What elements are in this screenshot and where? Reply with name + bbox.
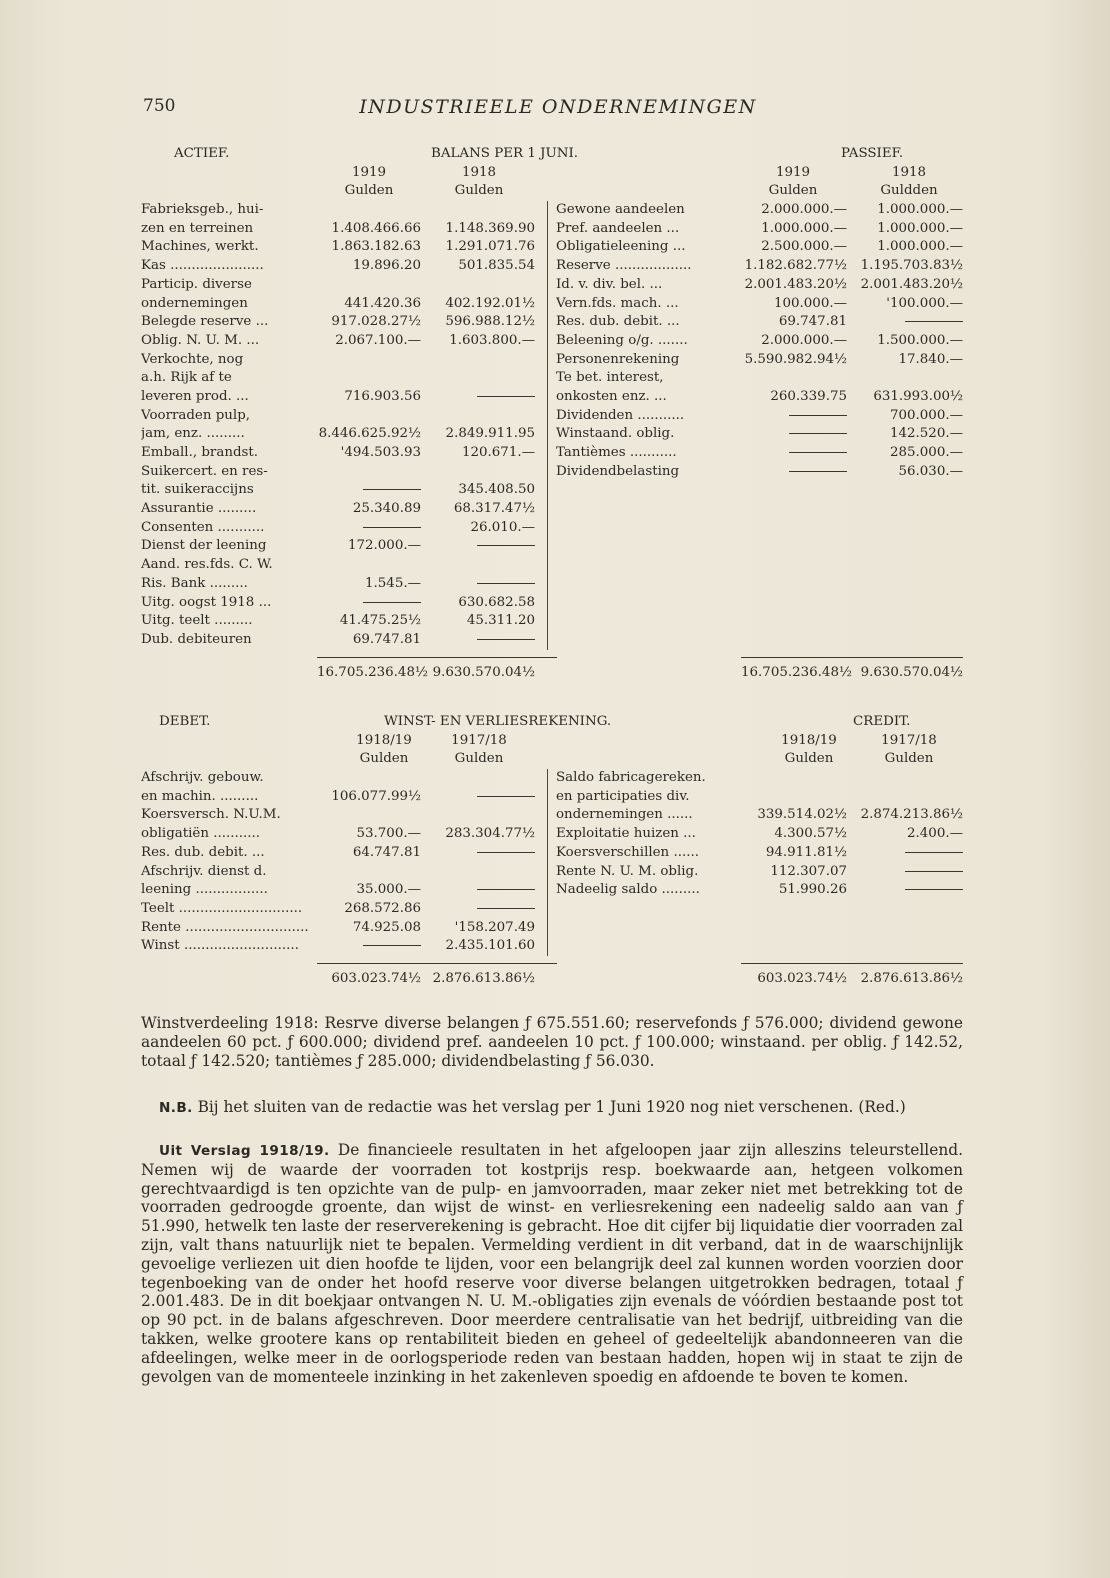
credit-heading: CREDIT. bbox=[853, 714, 911, 729]
balance-right-label: Pref. aandeelen ... bbox=[556, 220, 680, 236]
pl-row bbox=[141, 881, 963, 900]
pl-value-col-3: 51.990.26 bbox=[778, 882, 847, 898]
balance-totals-row bbox=[141, 664, 963, 683]
total-actief-1919: 16.705.236.48½ bbox=[317, 664, 428, 680]
balance-row bbox=[141, 257, 963, 276]
pl-value-col-4 bbox=[853, 881, 963, 900]
balance-right-label: Id. v. div. bel. ... bbox=[556, 276, 663, 292]
balance-value-col-4: 1.000.000.— bbox=[877, 239, 963, 255]
balance-value-col-3 bbox=[741, 444, 847, 463]
pl-left-label: Afschrijv. dienst d. bbox=[141, 863, 267, 879]
balance-right-label: Gewone aandeelen bbox=[556, 202, 685, 218]
dash-placeholder bbox=[789, 433, 847, 434]
pl-value-col-2 bbox=[423, 881, 535, 900]
pl-column-divider bbox=[547, 769, 548, 956]
pl-sum-rule bbox=[317, 963, 557, 964]
balance-value-col-1: '494.503.93 bbox=[340, 445, 421, 460]
pl-value-col-3: 94.911.81½ bbox=[765, 844, 847, 860]
balance-value-col-4: 1.195.703.83½ bbox=[860, 258, 963, 274]
pl-value-col-1: 64.747.81 bbox=[352, 844, 421, 860]
balance-heading-row bbox=[141, 145, 963, 164]
balance-left-label: Suikercert. en res- bbox=[141, 463, 268, 479]
total-credit-1917-18: 2.876.613.86½ bbox=[860, 970, 963, 986]
dash-placeholder bbox=[905, 852, 963, 853]
pl-unit-row bbox=[141, 750, 963, 769]
balance-value-col-1: 1.863.182.63 bbox=[331, 239, 421, 255]
pl-year-row bbox=[141, 732, 963, 751]
balance-value-col-3 bbox=[741, 407, 847, 426]
pl-row bbox=[141, 863, 963, 882]
pl-value-col-1: 53.700.— bbox=[356, 826, 421, 842]
pl-row bbox=[141, 769, 963, 788]
debet-heading: DEBET. bbox=[159, 714, 211, 729]
balance-value-col-1: 917.028.27½ bbox=[331, 314, 421, 330]
balance-row bbox=[141, 313, 963, 332]
balance-left-label: Ris. Bank ......... bbox=[141, 575, 248, 591]
balance-value-col-2 bbox=[423, 388, 535, 407]
total-credit-1918-19: 603.023.74½ bbox=[757, 970, 847, 986]
balance-value-col-2 bbox=[423, 575, 535, 594]
balance-left-label: Emball., brandst. bbox=[141, 445, 259, 460]
pl-unit-col-1: Gulden bbox=[359, 751, 409, 767]
balance-left-label: Aand. res.fds. C. W. bbox=[141, 557, 273, 573]
pl-year-col-4: 1917/18 bbox=[881, 732, 937, 748]
balance-row bbox=[141, 332, 963, 351]
balance-value-col-4: 1.500.000.— bbox=[877, 332, 963, 348]
balance-value-col-4: 285.000.— bbox=[889, 445, 963, 460]
balance-left-label: Machines, werkt. bbox=[141, 239, 259, 255]
balance-value-col-1: 1.408.466.66 bbox=[331, 220, 421, 236]
pl-right-label: Nadeelig saldo ......... bbox=[556, 882, 700, 898]
pl-right-label: ondernemingen ...... bbox=[556, 807, 693, 823]
balance-value-col-3: 1.182.682.77½ bbox=[744, 258, 847, 274]
balance-value-col-2: 1.603.800.— bbox=[449, 332, 535, 348]
balance-value-col-2: 596.988.12½ bbox=[445, 314, 535, 330]
pl-heading-row bbox=[141, 713, 963, 732]
balance-value-col-1: 25.340.89 bbox=[352, 501, 421, 517]
dash-placeholder bbox=[789, 452, 847, 453]
balance-value-col-2: 26.010.— bbox=[470, 519, 535, 535]
pl-value-col-1: 35.000.— bbox=[356, 882, 421, 898]
balance-value-col-1: 69.747.81 bbox=[352, 631, 421, 647]
pl-left-label: Koersversch. N.U.M. bbox=[141, 807, 281, 823]
pl-body bbox=[141, 769, 963, 956]
balance-value-col-2: 1.291.071.76 bbox=[445, 239, 535, 255]
balance-right-label: Dividenden ........... bbox=[556, 407, 685, 423]
total-debet-1917-18: 2.876.613.86½ bbox=[432, 970, 535, 986]
balance-value-col-4: 700.000.— bbox=[889, 407, 963, 423]
pl-value-col-2: 283.304.77½ bbox=[445, 826, 535, 842]
balance-row bbox=[141, 594, 963, 613]
balance-value-col-2 bbox=[423, 537, 535, 556]
balance-value-col-4 bbox=[853, 313, 963, 332]
pl-value-col-4 bbox=[853, 863, 963, 882]
pl-left-label: leening ................. bbox=[141, 882, 268, 898]
pl-unit-col-2: Gulden bbox=[454, 751, 504, 767]
balance-value-col-2: 345.408.50 bbox=[458, 482, 535, 498]
balance-value-col-2: 1.148.369.90 bbox=[445, 220, 535, 236]
balance-sum-rule bbox=[741, 657, 963, 658]
unit-col-1: Gulden bbox=[344, 183, 394, 199]
pl-right-label: Exploitatie huizen ... bbox=[556, 826, 696, 842]
year-row bbox=[141, 164, 963, 183]
balance-value-col-4: 631.993.00½ bbox=[873, 388, 963, 404]
balance-right-label: Beleening o/g. ....... bbox=[556, 332, 688, 348]
pl-value-col-1 bbox=[317, 937, 421, 956]
balance-row bbox=[141, 201, 963, 220]
pl-value-col-2 bbox=[423, 788, 535, 807]
pl-year-col-1: 1918/19 bbox=[356, 732, 412, 748]
pl-value-col-4 bbox=[853, 844, 963, 863]
balance-value-col-3: 2.000.000.— bbox=[761, 202, 847, 218]
total-actief-1918: 9.630.570.04½ bbox=[432, 664, 535, 680]
dash-placeholder bbox=[477, 639, 535, 640]
balance-value-col-1 bbox=[317, 594, 421, 613]
balance-right-label: Te bet. interest, bbox=[556, 370, 664, 386]
pl-totals-row bbox=[141, 970, 963, 989]
balance-value-col-1: 8.446.625.92½ bbox=[318, 426, 421, 442]
dash-placeholder bbox=[477, 545, 535, 546]
balance-value-col-2: 402.192.01½ bbox=[445, 295, 535, 311]
dash-placeholder bbox=[477, 852, 535, 853]
nb-label: N.B. bbox=[159, 1100, 193, 1116]
balance-left-label: Oblig. N. U. M. ... bbox=[141, 332, 260, 348]
total-passief-1919: 16.705.236.48½ bbox=[741, 664, 852, 680]
dash-placeholder bbox=[905, 889, 963, 890]
pl-value-col-1: 268.572.86 bbox=[344, 900, 421, 916]
balance-value-col-2: 630.682.58 bbox=[458, 594, 535, 610]
dash-placeholder bbox=[363, 489, 421, 490]
verslag-text: De financieele resultaten in het afgeloopen jaar zijn alleszins teleurstellend. Nemen wij de waarde der voorraden tot kostprijs resp. boekwaarde aan, hetgeen volkomen gerechtvaardigd is ten opzichte van de pulp- en jamvoorraden, maar zeker niet met betrekking tot de voorraden gedroogde groente, dan wijst de winst- en verliesrekening een nadeelig saldo aan van ƒ 51.990, hetwelk ten laste der reserverekening is gebracht. Hoe dit cijfer bij liquidatie dier voorraden zal zijn, valt thans natuurlijk niet te bepalen. Vermelding verdient in dit verband, dat in de waarschijnlijk gevoelige verliezen uit dien hoofde te lijden, voor een belangrijk deel zal kunnen worden voorzien door tegenboeking van de onder het hoofd reserve voor diverse belangen uitgetrokken bedragen, totaal ƒ 2.001.483. De in dit boekjaar ontvangen N. U. M.-obligaties zijn evenals de vóórdien bestaande post tot op 90 pct. in de balans afgeschreven. Door meerdere centralisatie van het bedrijf, uitbreiding van die takken, welke grootere kans op rentabiliteit bieden en geheel of gedeeltelijk abandonneeren van die afdeelingen, welke meer in de oorlogsperiode reden van bestaan hadden, hopen wij in staat te zijn de gevolgen van de momenteele inzinking in het zakenleven spoedig en afdoende te boven te komen. bbox=[141, 1141, 963, 1386]
balance-row bbox=[141, 220, 963, 239]
dash-placeholder bbox=[477, 889, 535, 890]
page-header bbox=[143, 96, 973, 122]
balance-row bbox=[141, 631, 963, 650]
pl-left-label: Teelt ............................. bbox=[141, 900, 303, 916]
balance-sheet bbox=[141, 145, 963, 682]
balance-row bbox=[141, 463, 963, 482]
balance-right-label: onkosten enz. ... bbox=[556, 388, 667, 404]
pl-value-col-4: 2.400.— bbox=[907, 826, 963, 842]
dash-placeholder bbox=[905, 321, 963, 322]
pl-right-label: Rente N. U. M. oblig. bbox=[556, 863, 699, 879]
pl-row bbox=[141, 900, 963, 919]
balance-value-col-4: 1.000.000.— bbox=[877, 220, 963, 236]
pl-right-label: Saldo fabricagereken. bbox=[556, 770, 706, 786]
balance-row bbox=[141, 519, 963, 538]
balance-row bbox=[141, 481, 963, 500]
pl-value-col-3: 112.307.07 bbox=[770, 863, 847, 879]
dash-placeholder bbox=[363, 945, 421, 946]
balance-right-label: Dividendbelasting bbox=[556, 463, 680, 479]
pl-value-col-2: 2.435.101.60 bbox=[445, 938, 535, 954]
pl-left-label: en machin. ......... bbox=[141, 788, 259, 804]
balance-row bbox=[141, 276, 963, 295]
pl-value-col-2 bbox=[423, 900, 535, 919]
balance-value-col-3 bbox=[741, 463, 847, 482]
balance-left-label: zen en terreinen bbox=[141, 220, 254, 236]
pl-row bbox=[141, 825, 963, 844]
total-debet-1918-19: 603.023.74½ bbox=[331, 970, 421, 986]
balance-value-col-4: 56.030.— bbox=[898, 463, 963, 479]
balance-right-label: Res. dub. debit. ... bbox=[556, 314, 680, 330]
balance-row bbox=[141, 425, 963, 444]
balance-row bbox=[141, 537, 963, 556]
balance-left-label: Kas ...................... bbox=[141, 258, 264, 274]
balance-value-col-3: 2.001.483.20½ bbox=[744, 276, 847, 292]
verslag-label: Uit Verslag 1918/19. bbox=[159, 1143, 330, 1159]
pl-left-label: Winst ........................... bbox=[141, 938, 299, 954]
balance-right-label: Obligatieleening ... bbox=[556, 239, 686, 255]
balance-value-col-1 bbox=[317, 519, 421, 538]
pl-left-label: Res. dub. debit. ... bbox=[141, 844, 265, 860]
dash-placeholder bbox=[477, 396, 535, 397]
balance-title: BALANS PER 1 JUNI. bbox=[431, 146, 579, 161]
pl-row bbox=[141, 937, 963, 956]
pl-right-label: Koersverschillen ...... bbox=[556, 844, 699, 860]
balance-value-col-1: 2.067.100.— bbox=[335, 332, 421, 348]
unit-col-3: Gulden bbox=[768, 183, 818, 199]
balance-value-col-4: 1.000.000.— bbox=[877, 202, 963, 218]
balance-value-col-3: 1.000.000.— bbox=[761, 220, 847, 236]
dash-placeholder bbox=[477, 583, 535, 584]
balance-value-col-2 bbox=[423, 631, 535, 650]
balance-left-label: Dub. debiteuren bbox=[141, 631, 252, 647]
balance-value-col-1: 19.896.20 bbox=[352, 258, 421, 274]
balance-row bbox=[141, 612, 963, 631]
pl-right-label: en participaties div. bbox=[556, 788, 690, 804]
pl-left-label: Afschrijv. gebouw. bbox=[141, 770, 264, 786]
balance-left-label: leveren prod. ... bbox=[141, 388, 249, 404]
nb-text: Bij het sluiten van de redactie was het verslag per 1 Juni 1920 nog niet verschenen. (Red.) bbox=[197, 1098, 906, 1116]
pl-value-col-1: 74.925.08 bbox=[352, 919, 421, 935]
balance-left-label: Consenten ........... bbox=[141, 519, 265, 535]
balance-right-label: Vern.fds. mach. ... bbox=[556, 295, 679, 311]
pl-sum-rule bbox=[741, 963, 963, 964]
profit-loss-account bbox=[141, 713, 963, 989]
balance-left-label: a.h. Rijk af te bbox=[141, 370, 232, 386]
balance-left-label: Belegde reserve ... bbox=[141, 314, 269, 330]
balance-left-label: Dienst der leening bbox=[141, 538, 267, 554]
balance-value-col-3: 2.500.000.— bbox=[761, 239, 847, 255]
balance-left-label: ondernemingen bbox=[141, 295, 248, 311]
total-passief-1918: 9.630.570.04½ bbox=[860, 664, 963, 680]
balance-row bbox=[141, 444, 963, 463]
dash-placeholder bbox=[905, 871, 963, 872]
balance-left-label: Assurantie ......... bbox=[141, 501, 257, 517]
balance-row bbox=[141, 556, 963, 575]
pl-value-col-1: 106.077.99½ bbox=[331, 788, 421, 804]
running-title: INDUSTRIEELE ONDERNEMINGEN bbox=[359, 96, 757, 118]
balance-left-label: Verkochte, nog bbox=[141, 351, 244, 367]
pl-year-col-2: 1917/18 bbox=[451, 732, 507, 748]
pl-left-label: obligatiën ........... bbox=[141, 826, 261, 842]
pl-unit-col-4: Gulden bbox=[884, 751, 934, 767]
balance-value-col-3: 100.000.— bbox=[773, 295, 847, 311]
balance-row bbox=[141, 407, 963, 426]
balance-right-label: Personenrekening bbox=[556, 351, 680, 367]
unit-col-4: Guldden bbox=[880, 183, 938, 199]
balance-value-col-4: 2.001.483.20½ bbox=[860, 276, 963, 292]
balance-value-col-1: 172.000.— bbox=[347, 538, 421, 554]
balance-value-col-2: 68.317.47½ bbox=[453, 501, 535, 517]
balance-left-label: Particip. diverse bbox=[141, 276, 252, 292]
unit-col-2: Gulden bbox=[454, 183, 504, 199]
balance-column-divider bbox=[547, 201, 548, 650]
balance-row bbox=[141, 295, 963, 314]
balance-left-label: Uitg. oogst 1918 ... bbox=[141, 594, 272, 610]
pl-value-col-2 bbox=[423, 844, 535, 863]
balance-left-label: tit. suikeraccijns bbox=[141, 482, 254, 498]
pl-value-col-2: '158.207.49 bbox=[454, 919, 535, 935]
year-col-2: 1918 bbox=[461, 164, 497, 180]
balance-left-label: Uitg. teelt ......... bbox=[141, 613, 253, 629]
pl-value-col-4: 2.874.213.86½ bbox=[860, 807, 963, 823]
balance-left-label: jam, enz. ......... bbox=[141, 426, 245, 442]
balance-value-col-4: 142.520.— bbox=[889, 426, 963, 442]
balance-value-col-2: 120.671.— bbox=[461, 445, 535, 460]
verslag-paragraph bbox=[141, 1141, 963, 1386]
balance-right-label: Reserve .................. bbox=[556, 258, 692, 274]
balance-value-col-1 bbox=[317, 481, 421, 500]
balance-value-col-4: '100.000.— bbox=[886, 295, 963, 311]
balance-sum-rule bbox=[317, 657, 557, 658]
year-col-4: 1918 bbox=[891, 164, 927, 180]
balance-value-col-1: 441.420.36 bbox=[344, 295, 421, 311]
dash-placeholder bbox=[789, 415, 847, 416]
pl-row bbox=[141, 806, 963, 825]
balance-row bbox=[141, 575, 963, 594]
pl-left-label: Rente ............................. bbox=[141, 919, 309, 935]
winstverdeeling-paragraph bbox=[141, 1014, 963, 1070]
year-col-3: 1919 bbox=[775, 164, 811, 180]
balance-value-col-1: 1.545.— bbox=[365, 575, 421, 591]
pl-value-col-3: 4.300.57½ bbox=[774, 826, 847, 842]
pl-year-col-3: 1918/19 bbox=[781, 732, 837, 748]
unit-row bbox=[141, 182, 963, 201]
dash-placeholder bbox=[477, 908, 535, 909]
balance-body bbox=[141, 201, 963, 650]
dash-placeholder bbox=[363, 527, 421, 528]
pl-row bbox=[141, 919, 963, 938]
balance-row bbox=[141, 238, 963, 257]
balance-row bbox=[141, 369, 963, 388]
balance-right-label: Tantièmes ........... bbox=[556, 445, 677, 460]
pl-row bbox=[141, 788, 963, 807]
balance-value-col-3 bbox=[741, 425, 847, 444]
balance-value-col-3: 2.000.000.— bbox=[761, 332, 847, 348]
balance-value-col-3: 5.590.982.94½ bbox=[744, 351, 847, 367]
balance-value-col-2: 45.311.20 bbox=[466, 613, 535, 629]
pl-value-col-3: 339.514.02½ bbox=[757, 807, 847, 823]
balance-value-col-2: 2.849.911.95 bbox=[445, 426, 535, 442]
balance-left-label: Fabrieksgeb., hui- bbox=[141, 202, 264, 218]
nb-paragraph bbox=[141, 1098, 963, 1118]
balance-value-col-4: 17.840.— bbox=[898, 351, 963, 367]
year-col-1: 1919 bbox=[351, 164, 387, 180]
balance-value-col-3: 260.339.75 bbox=[770, 388, 847, 404]
passief-heading: PASSIEF. bbox=[841, 146, 904, 161]
balance-row bbox=[141, 388, 963, 407]
pl-row bbox=[141, 844, 963, 863]
balance-value-col-1: 41.475.25½ bbox=[339, 613, 421, 629]
balance-value-col-3: 69.747.81 bbox=[778, 314, 847, 330]
dash-placeholder bbox=[789, 471, 847, 472]
balance-right-label: Winstaand. oblig. bbox=[556, 426, 675, 442]
balance-left-label: Voorraden pulp, bbox=[141, 407, 251, 423]
page-number: 750 bbox=[143, 96, 176, 116]
actief-heading: ACTIEF. bbox=[174, 146, 230, 161]
pl-unit-col-3: Gulden bbox=[784, 751, 834, 767]
balance-row bbox=[141, 351, 963, 370]
balance-value-col-1: 716.903.56 bbox=[344, 388, 421, 404]
dash-placeholder bbox=[477, 796, 535, 797]
balance-row bbox=[141, 500, 963, 519]
dash-placeholder bbox=[363, 602, 421, 603]
balance-value-col-2: 501.835.54 bbox=[458, 258, 535, 274]
pl-title: WINST- EN VERLIESREKENING. bbox=[384, 714, 612, 729]
winstverdeeling-text: Winstverdeeling 1918: Resrve diverse belangen ƒ 675.551.60; reservefonds ƒ 576.000; dividend gewone aandeelen 60 pct. ƒ 600.000; dividend pref. aandeelen 10 pct. ƒ 100.000; winstaand. per oblig. ƒ 142.52, totaal ƒ 142.520; tantièmes ƒ 285.000; dividendbelasting ƒ 56.030. bbox=[141, 1014, 963, 1070]
